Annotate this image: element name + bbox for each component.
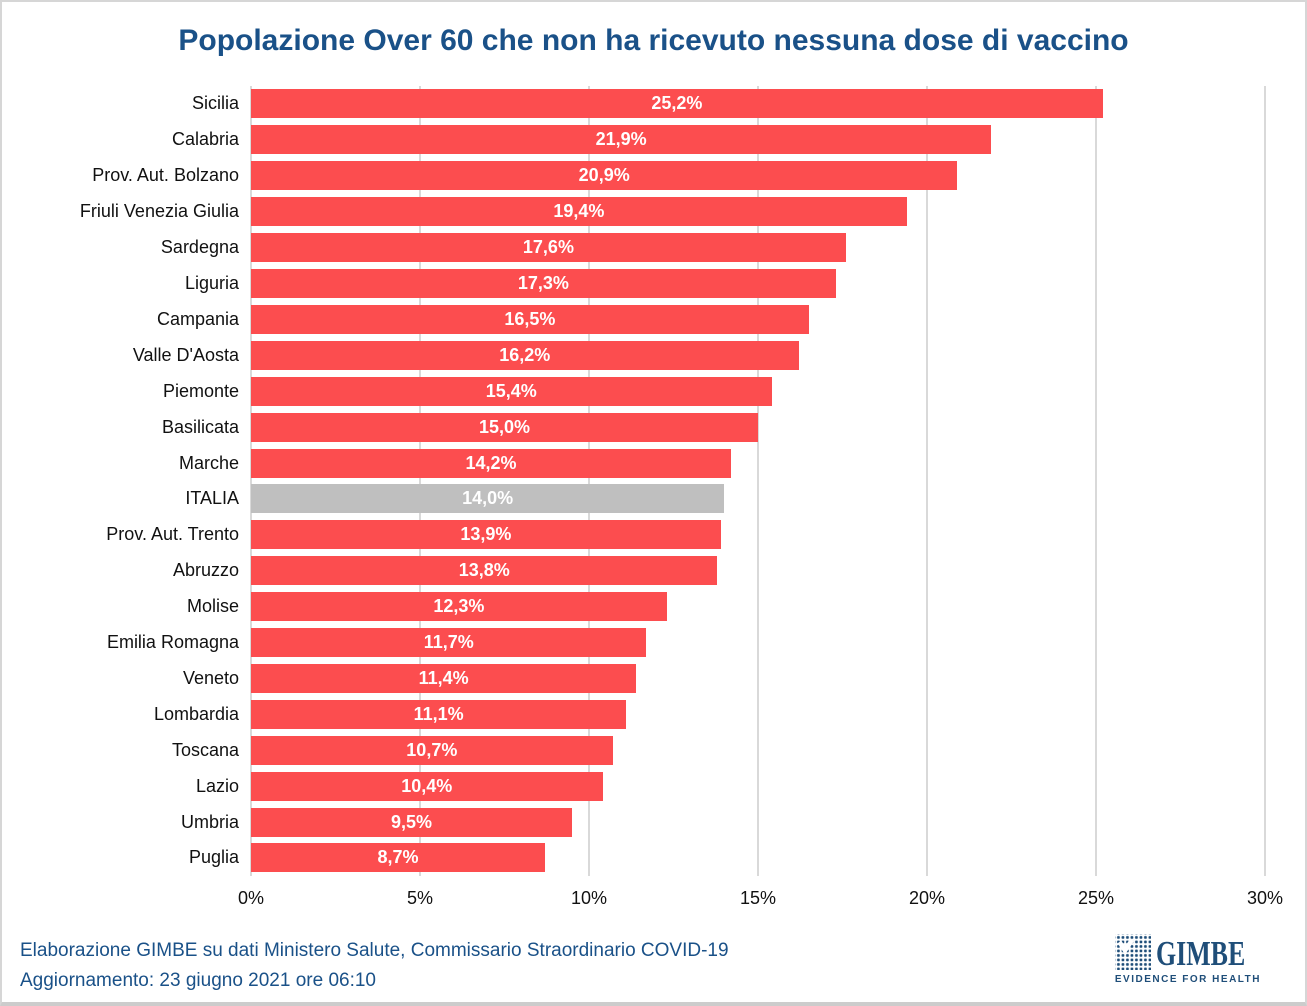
bar-marche (251, 449, 731, 478)
category-label-toscana: Toscana (171, 739, 239, 760)
x-tick-label-20%: 20% (908, 888, 946, 908)
bar-veneto (251, 664, 636, 693)
bar-row-puglia (12, 840, 1265, 876)
footer-source-line: Elaborazione GIMBE su dati Ministero Salute, Commissario Straordinario COVID-19 (20, 940, 729, 961)
value-label-prov-aut-trento: 13,9% (460, 524, 512, 545)
bar-track-abruzzo (251, 556, 1265, 585)
value-label-abruzzo: 13,8% (458, 560, 510, 581)
bar-row-prov-aut-bolzano (12, 158, 1265, 194)
bar-track-lazio (251, 772, 1265, 801)
bar-row-molise (12, 589, 1265, 625)
bar-calabria (251, 125, 991, 154)
bar-prov-aut-bolzano (251, 161, 957, 190)
bar-track-calabria (251, 125, 1265, 154)
bar-italia (251, 484, 724, 513)
bar-track-lombardia (251, 700, 1265, 729)
bar-track-toscana (251, 736, 1265, 765)
bar-lazio (251, 772, 603, 801)
value-label-prov-aut-bolzano: 20,9% (578, 165, 630, 186)
category-label-emilia-romagna: Emilia Romagna (106, 632, 239, 653)
category-label-marche: Marche (178, 452, 239, 473)
bar-track-sardegna (251, 233, 1265, 262)
bar-umbria (251, 808, 572, 837)
value-label-lazio: 10,4% (401, 775, 453, 796)
value-label-basilicata: 15,0% (478, 416, 531, 437)
value-label-valle-d-aosta: 16,2% (499, 344, 551, 365)
bar-track-prov-aut-trento (251, 520, 1265, 549)
x-tick-label-0%: 0% (237, 888, 265, 908)
bar-rows (12, 86, 1265, 876)
value-label-marche: 14,2% (465, 452, 517, 473)
bar-emilia-romagna (251, 628, 646, 657)
bar-lombardia (251, 700, 626, 729)
category-label-piemonte: Piemonte (162, 380, 239, 401)
chart-title: Popolazione Over 60 che non ha ricevuto nessuna dose di vaccino (178, 24, 1129, 57)
bar-row-piemonte (12, 373, 1265, 409)
bar-row-abruzzo (12, 553, 1265, 589)
category-label-campania: Campania (156, 308, 239, 329)
bar-row-marche (12, 445, 1265, 481)
bar-molise (251, 592, 667, 621)
x-tick-label-15%: 15% (739, 888, 777, 908)
value-label-umbria: 9,5% (391, 811, 433, 832)
category-label-veneto: Veneto (182, 667, 239, 688)
value-label-sicilia: 25,2% (651, 93, 703, 114)
gimbe-logo-tagline: EVIDENCE FOR HEALTH (1114, 974, 1261, 985)
category-label-umbria: Umbria (180, 811, 239, 832)
bar-row-sardegna (12, 230, 1265, 266)
category-label-italia: ITALIA (185, 488, 239, 509)
bar-row-veneto (12, 661, 1265, 697)
value-label-lombardia: 11,1% (413, 703, 464, 724)
gimbe-logo-top (1115, 934, 1261, 973)
x-axis (237, 888, 1284, 914)
bar-row-prov-aut-trento (12, 517, 1265, 553)
gimbe-logo (1115, 934, 1261, 985)
value-label-emilia-romagna: 11,7% (423, 632, 474, 653)
bar-sardegna (251, 233, 846, 262)
bar-valle-d-aosta (251, 341, 799, 370)
bar-row-basilicata (12, 409, 1265, 445)
bar-row-lombardia (12, 696, 1265, 732)
value-label-friuli-venezia-giulia: 19,4% (553, 201, 605, 222)
x-tick-label-10%: 10% (570, 888, 608, 908)
bar-row-campania (12, 301, 1265, 337)
bar-row-toscana (12, 732, 1265, 768)
bar-liguria (251, 269, 836, 298)
bar-track-molise (251, 592, 1265, 621)
category-label-calabria: Calabria (171, 129, 239, 150)
value-label-campania: 16,5% (504, 308, 556, 329)
bar-row-friuli-venezia-giulia (12, 194, 1265, 230)
footer-update-line: Aggiornamento: 23 giugno 2021 ore 06:10 (20, 970, 376, 991)
gimbe-logo-name: GIMBE (1155, 934, 1246, 973)
value-label-toscana: 10,7% (406, 739, 458, 760)
bar-track-valle-d-aosta (251, 341, 1265, 370)
category-label-prov-aut-trento: Prov. Aut. Trento (106, 524, 239, 545)
x-tick-label-5%: 5% (406, 888, 434, 908)
category-label-basilicata: Basilicata (161, 416, 239, 437)
x-tick-label-30%: 30% (1246, 888, 1284, 908)
value-label-calabria: 21,9% (595, 129, 647, 150)
bar-row-calabria (12, 122, 1265, 158)
bar-toscana (251, 736, 613, 765)
category-label-abruzzo: Abruzzo (172, 560, 239, 581)
bar-row-sicilia (12, 86, 1265, 122)
bar-track-liguria (251, 269, 1265, 298)
category-label-puglia: Puglia (188, 847, 239, 868)
category-label-sardegna: Sardegna (160, 237, 239, 258)
category-label-friuli-venezia-giulia: Friuli Venezia Giulia (79, 201, 239, 222)
bar-sicilia (251, 89, 1103, 118)
bar-track-prov-aut-bolzano (251, 161, 1265, 190)
value-label-sardegna: 17,6% (522, 237, 574, 258)
bar-row-liguria (12, 266, 1265, 302)
x-tick-label-25%: 25% (1077, 888, 1115, 908)
bar-piemonte (251, 377, 772, 406)
bar-friuli-venezia-giulia (251, 197, 907, 226)
value-label-molise: 12,3% (433, 596, 485, 617)
value-label-puglia: 8,7% (377, 847, 419, 868)
bar-puglia (251, 843, 545, 872)
bar-basilicata (251, 413, 758, 442)
bar-track-emilia-romagna (251, 628, 1265, 657)
bar-track-basilicata (251, 413, 1265, 442)
bar-track-veneto (251, 664, 1265, 693)
footer (20, 936, 729, 996)
bar-row-valle-d-aosta (12, 337, 1265, 373)
category-label-lazio: Lazio (195, 775, 239, 796)
bar-row-emilia-romagna (12, 625, 1265, 661)
value-label-liguria: 17,3% (517, 272, 569, 293)
bar-track-umbria (251, 808, 1265, 837)
value-label-italia: 14,0% (462, 488, 514, 509)
category-label-sicilia: Sicilia (191, 93, 239, 114)
bar-track-piemonte (251, 377, 1265, 406)
category-label-prov-aut-bolzano: Prov. Aut. Bolzano (92, 165, 239, 186)
gimbe-dots-check-icon (1115, 934, 1151, 970)
category-label-molise: Molise (186, 596, 239, 617)
bar-track-campania (251, 305, 1265, 334)
bar-track-puglia (251, 843, 1265, 872)
bar-abruzzo (251, 556, 717, 585)
bar-row-lazio (12, 768, 1265, 804)
category-label-valle-d-aosta: Valle D'Aosta (132, 344, 239, 365)
bar-track-marche (251, 449, 1265, 478)
bar-row-italia (12, 481, 1265, 517)
value-label-veneto: 11,4% (418, 667, 469, 688)
bar-campania (251, 305, 809, 334)
bar-row-umbria (12, 804, 1265, 840)
value-label-piemonte: 15,4% (485, 380, 537, 401)
check-icon (1115, 934, 1151, 970)
category-label-lombardia: Lombardia (153, 703, 239, 724)
category-label-liguria: Liguria (184, 272, 239, 293)
bar-track-italia (251, 484, 1265, 513)
bar-track-sicilia (251, 89, 1265, 118)
bar-prov-aut-trento (251, 520, 721, 549)
bar-track-friuli-venezia-giulia (251, 197, 1265, 226)
